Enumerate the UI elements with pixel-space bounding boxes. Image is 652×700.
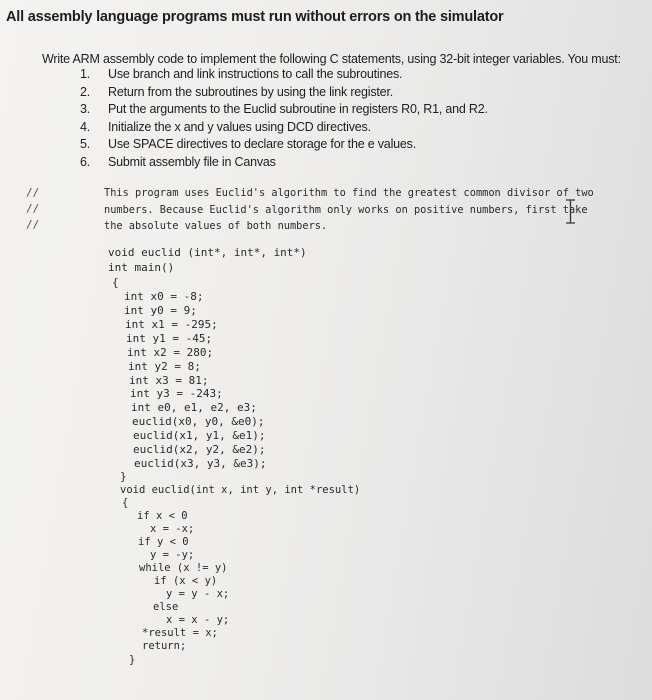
code-line: } xyxy=(129,654,136,666)
code-line: { xyxy=(112,276,119,289)
code-line: int y3 = -243; xyxy=(130,387,223,400)
requirement-text: Initialize the x and y values using DCD directives. xyxy=(108,119,371,134)
requirement-item xyxy=(80,84,488,102)
code-line: while (x != y) xyxy=(139,562,228,574)
code-line: if (x < y) xyxy=(154,575,218,587)
code-line: x = x - y; xyxy=(166,614,230,626)
requirement-item xyxy=(80,119,488,137)
code-line: int x1 = -295; xyxy=(125,318,218,331)
code-line: int y2 = 8; xyxy=(128,360,201,373)
requirement-number: 5. xyxy=(80,137,91,152)
requirements-list xyxy=(80,66,488,172)
code-line: else xyxy=(153,601,179,613)
code-line: { xyxy=(122,497,129,509)
code-line: if x < 0 xyxy=(137,510,188,522)
comment-line: numbers. Because Euclid's algorithm only works on positive numbers, first take xyxy=(104,204,588,216)
requirement-item xyxy=(80,101,488,119)
code-line: euclid(x0, y0, &e0); xyxy=(132,415,265,428)
requirement-number: 1. xyxy=(80,67,91,81)
code-line: return; xyxy=(142,640,187,652)
requirement-number: 4. xyxy=(80,119,91,134)
code-line: int y1 = -45; xyxy=(126,332,213,345)
comment-marker: // xyxy=(26,186,40,199)
requirement-number: 3. xyxy=(80,102,91,117)
code-line: int x3 = 81; xyxy=(129,374,209,387)
code-line: int main() xyxy=(108,261,175,274)
code-line: int x0 = -8; xyxy=(124,290,204,303)
requirement-number: 2. xyxy=(80,84,91,99)
comment-line: the absolute values of both numbers. xyxy=(104,220,328,232)
requirement-text: Submit assembly file in Canvas xyxy=(108,154,276,169)
code-line: } xyxy=(120,470,127,483)
code-line: void euclid (int*, int*, int*) xyxy=(108,246,307,259)
code-line: y = -y; xyxy=(150,549,195,561)
comment-marker: // xyxy=(26,202,40,215)
requirement-item xyxy=(80,136,488,154)
requirement-text: Use SPACE directives to declare storage for the e values. xyxy=(108,137,416,152)
code-line: int y0 = 9; xyxy=(124,304,197,317)
code-line: if y < 0 xyxy=(138,536,189,548)
code-line: int x2 = 280; xyxy=(127,346,214,359)
page-title: All assembly language programs must run without errors on the simulator xyxy=(6,9,504,25)
requirement-text: Use branch and link instructions to call the subroutines. xyxy=(108,67,403,81)
requirement-number: 6. xyxy=(80,154,91,169)
code-line: euclid(x2, y2, &e2); xyxy=(133,443,266,456)
code-line: *result = x; xyxy=(142,627,218,639)
code-line: euclid(x3, y3, &e3); xyxy=(134,457,267,470)
code-line: x = -x; xyxy=(150,523,195,535)
code-line: void euclid(int x, int y, int *result) xyxy=(120,484,361,496)
text-cursor-icon xyxy=(565,199,576,224)
requirement-text: Put the arguments to the Euclid subroutine in registers R0, R1, and R2. xyxy=(108,102,488,117)
code-line: int e0, e1, e2, e3; xyxy=(131,401,257,414)
code-line: euclid(x1, y1, &e1); xyxy=(133,429,266,442)
requirement-text: Return from the subroutines by using the link register. xyxy=(108,84,393,99)
requirement-item xyxy=(80,66,488,84)
comment-marker: // xyxy=(26,218,40,231)
requirement-item xyxy=(80,154,488,172)
instructions-intro: Write ARM assembly code to implement the following C statements, using 32-bit integer variables. You must: xyxy=(42,52,621,66)
code-line: y = y - x; xyxy=(166,588,230,600)
comment-line: This program uses Euclid's algorithm to find the greatest common divisor of two xyxy=(104,187,594,199)
